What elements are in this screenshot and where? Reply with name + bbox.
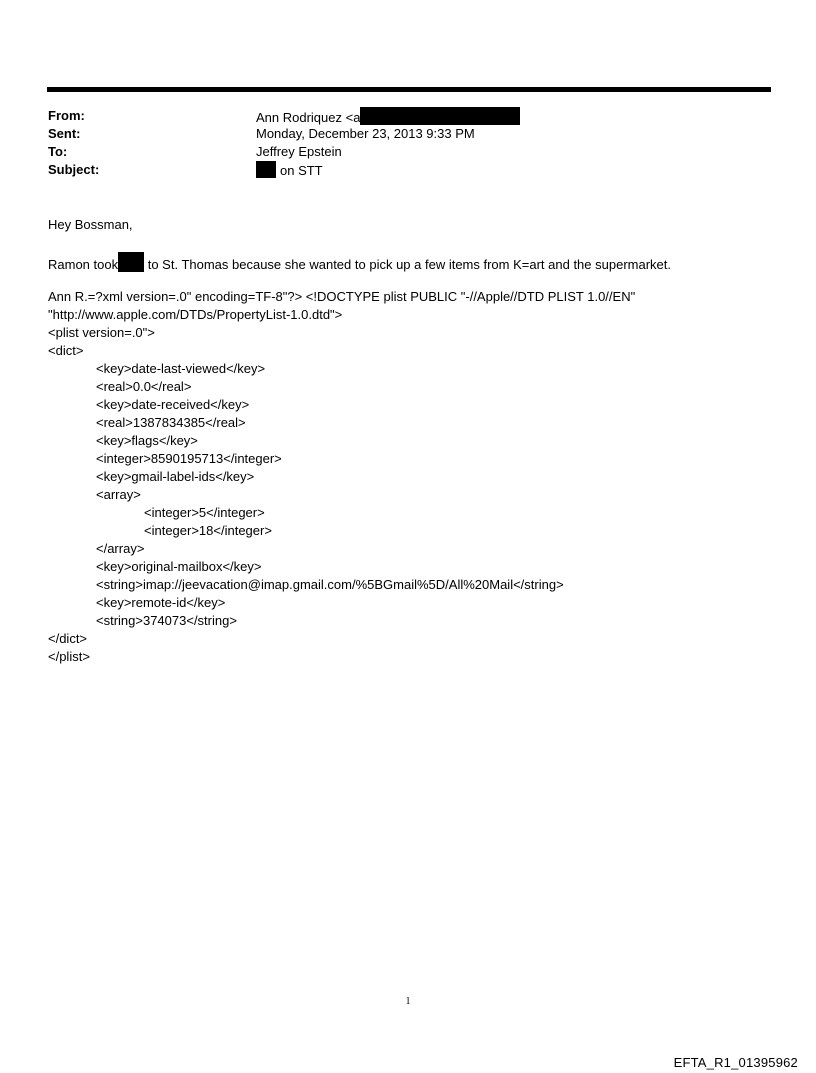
- redaction-box: [118, 252, 144, 272]
- message-text-after: to St. Thomas because she wanted to pick up a few items from K=art and the supermarket.: [147, 257, 671, 272]
- plist-value: <string>imap://jeevacation@imap.gmail.com/%5BGmail%5D/All%20Mail</string>: [96, 577, 564, 592]
- redaction-box: [256, 161, 276, 178]
- message-line: [48, 252, 671, 274]
- sent-label: Sent:: [48, 126, 81, 141]
- subject-value: [256, 161, 323, 180]
- header-divider: [47, 87, 771, 92]
- signature-xml-line: Ann R.=?xml version=.0" encoding=TF-8"?> <!DOCTYPE plist PUBLIC "-//Apple//DTD PLIST 1.0//EN": [48, 289, 636, 304]
- plist-key: <key>flags</key>: [96, 433, 198, 448]
- array-open: <array>: [96, 487, 141, 502]
- from-value: [256, 107, 520, 127]
- plist-value: <string>374073</string>: [96, 613, 237, 628]
- plist-value: <real>1387834385</real>: [96, 415, 246, 430]
- doctype-url-line: "http://www.apple.com/DTDs/PropertyList-1.0.dtd">: [48, 307, 343, 322]
- plist-key: <key>remote-id</key>: [96, 595, 226, 610]
- plist-key: <key>original-mailbox</key>: [96, 559, 262, 574]
- plist-key: <key>gmail-label-ids</key>: [96, 469, 255, 484]
- plist-close: </plist>: [48, 649, 90, 664]
- from-label: From:: [48, 108, 85, 123]
- subject-text: on STT: [280, 163, 323, 178]
- subject-label: Subject:: [48, 162, 100, 177]
- dict-close: </dict>: [48, 631, 88, 646]
- redaction-box: [360, 107, 520, 125]
- array-item: <integer>18</integer>: [144, 523, 272, 538]
- to-value: Jeffrey Epstein: [256, 144, 342, 159]
- plist-value: <integer>8590195713</integer>: [96, 451, 282, 466]
- plist-key: <key>date-received</key>: [96, 397, 250, 412]
- dict-open: <dict>: [48, 343, 84, 358]
- page-number: 1: [405, 996, 411, 1007]
- bates-number: EFTA_R1_01395962: [673, 1055, 798, 1070]
- array-close: </array>: [96, 541, 145, 556]
- to-label: To:: [48, 144, 68, 159]
- from-text: Ann Rodriquez <a: [256, 110, 361, 125]
- plist-key: <key>date-last-viewed</key>: [96, 361, 266, 376]
- message-text-before: Ramon took: [48, 257, 119, 272]
- sent-value: Monday, December 23, 2013 9:33 PM: [256, 126, 475, 141]
- array-item: <integer>5</integer>: [144, 505, 265, 520]
- plist-open: <plist version=.0">: [48, 325, 155, 340]
- greeting: Hey Bossman,: [48, 217, 133, 232]
- plist-value: <real>0.0</real>: [96, 379, 192, 394]
